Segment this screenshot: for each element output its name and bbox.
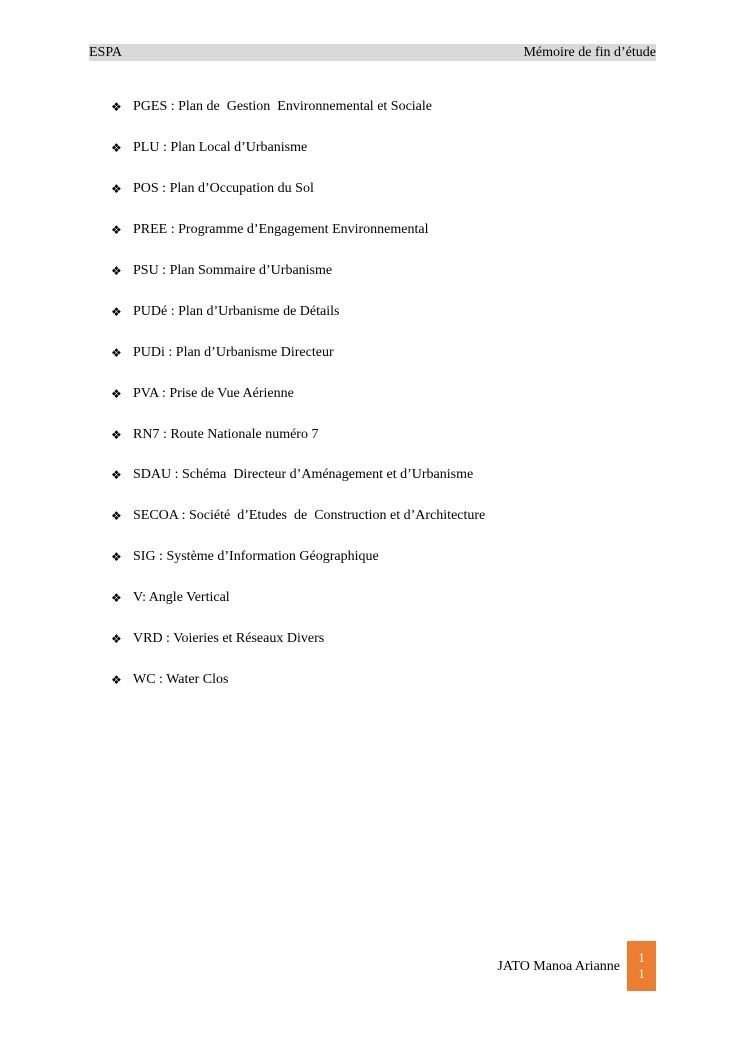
list-item bbox=[111, 373, 485, 414]
header-institution: ESPA bbox=[89, 45, 122, 60]
list-item-text: SIG : Système d’Information Géographique bbox=[133, 549, 379, 565]
list-item-text: POS : Plan d’Occupation du Sol bbox=[133, 181, 314, 197]
list-item bbox=[111, 619, 485, 660]
list-item bbox=[111, 291, 485, 332]
page-header bbox=[89, 44, 656, 61]
diamond-bullet-icon: ❖ bbox=[111, 223, 122, 238]
diamond-bullet-icon: ❖ bbox=[111, 141, 122, 156]
abbreviation-list bbox=[111, 87, 485, 700]
list-item bbox=[111, 128, 485, 169]
footer-author: JATO Manoa Arianne bbox=[497, 959, 620, 974]
list-item-text: V: Angle Vertical bbox=[133, 590, 230, 606]
page-number-digit: 1 bbox=[638, 950, 645, 965]
list-item-text: PVA : Prise de Vue Aérienne bbox=[133, 385, 294, 401]
page-number-badge bbox=[627, 941, 656, 991]
list-item-text: PREE : Programme d’Engagement Environnemental bbox=[133, 222, 429, 238]
diamond-bullet-icon: ❖ bbox=[111, 345, 122, 360]
list-item bbox=[111, 210, 485, 251]
list-item-text: PUDé : Plan d’Urbanisme de Détails bbox=[133, 303, 340, 319]
list-item bbox=[111, 496, 485, 537]
diamond-bullet-icon: ❖ bbox=[111, 386, 122, 401]
list-item bbox=[111, 87, 485, 128]
list-item bbox=[111, 169, 485, 210]
diamond-bullet-icon: ❖ bbox=[111, 672, 122, 687]
list-item-text: PSU : Plan Sommaire d’Urbanisme bbox=[133, 263, 333, 278]
diamond-bullet-icon: ❖ bbox=[111, 468, 122, 483]
list-item bbox=[111, 455, 485, 496]
diamond-bullet-icon: ❖ bbox=[111, 182, 122, 197]
list-item bbox=[111, 659, 485, 700]
diamond-bullet-icon: ❖ bbox=[111, 550, 122, 565]
list-item bbox=[111, 332, 485, 373]
list-item-text: PUDi : Plan d’Urbanisme Directeur bbox=[133, 344, 334, 360]
list-item-text: SDAU : Schéma Directeur d’Aménagement et d’Urbanisme bbox=[133, 467, 474, 483]
list-item bbox=[111, 578, 485, 619]
diamond-bullet-icon: ❖ bbox=[111, 304, 122, 319]
diamond-bullet-icon: ❖ bbox=[111, 509, 122, 524]
list-item bbox=[111, 251, 485, 292]
diamond-bullet-icon: ❖ bbox=[111, 427, 122, 442]
diamond-bullet-icon: ❖ bbox=[111, 264, 122, 278]
diamond-bullet-icon: ❖ bbox=[111, 632, 122, 647]
list-item-text: RN7 : Route Nationale numéro 7 bbox=[133, 426, 319, 442]
diamond-bullet-icon: ❖ bbox=[111, 591, 122, 606]
list-item-text: PLU : Plan Local d’Urbanisme bbox=[133, 140, 308, 156]
list-item-text: SECOA : Société d’Etudes de Construction et d’Architecture bbox=[133, 508, 486, 524]
list-item bbox=[111, 537, 485, 578]
header-document-title: Mémoire de fin d’étude bbox=[523, 45, 656, 60]
page-number-digit: 1 bbox=[638, 966, 645, 981]
list-item bbox=[111, 414, 485, 455]
list-item-text: VRD : Voieries et Réseaux Divers bbox=[133, 631, 325, 647]
list-item-text: PGES : Plan de Gestion Environnemental et Sociale bbox=[133, 99, 433, 115]
list-item-text: WC : Water Clos bbox=[133, 671, 229, 687]
diamond-bullet-icon: ❖ bbox=[111, 100, 122, 115]
